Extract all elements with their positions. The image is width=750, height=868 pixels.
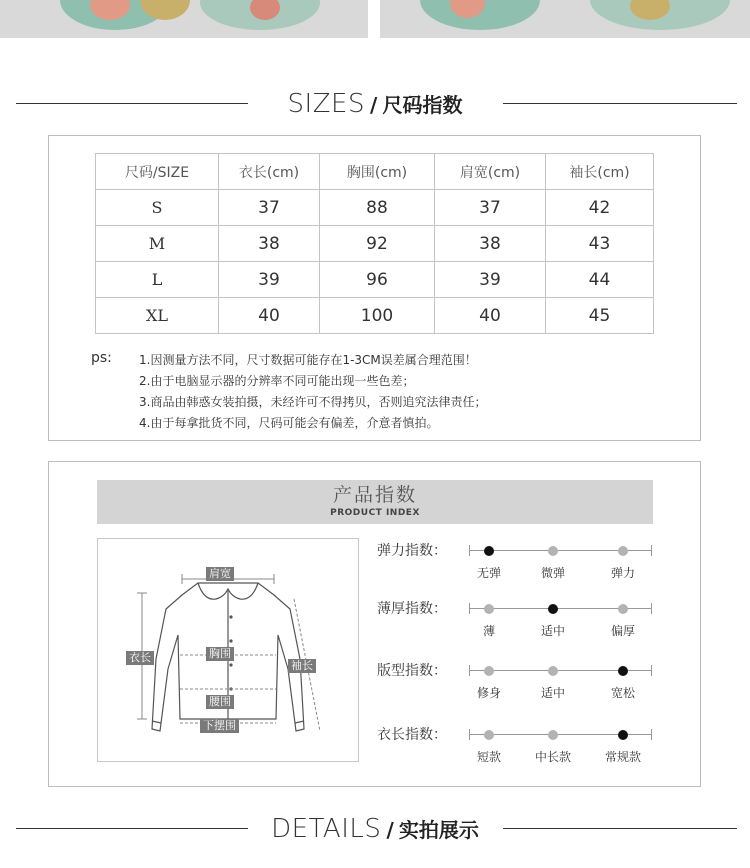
table-header-cell: 袖长(cm) [546,154,654,190]
note-item: 4.由于每拿批货不同，尺码可能会有偏差，介意者慎拍。 [139,416,439,430]
note-item: 3.商品由韩惑女装拍摄，未经许可不得拷贝，否则追究法律责任； [139,395,487,409]
note-item: 1.因测量方法不同，尺寸数据可能存在1-3CM误差属合理范围！ [139,353,477,367]
table-cell: 40 [219,298,320,334]
index-dot [484,604,494,614]
index-dot [548,546,558,556]
table-cell: 88 [320,190,435,226]
index-option-label: 修身 [476,686,501,700]
index-dot [484,666,494,676]
index-track-cap [469,729,470,740]
index-option-label: 偏厚 [610,624,635,638]
garment-label-shoulder: 肩宽 [206,567,234,581]
index-dot [548,730,558,740]
index-label: 版型指数： [377,663,447,679]
size-panel [48,135,701,441]
note-item: 2.由于电脑显示器的分辨率不同可能出现一些色差； [139,374,415,388]
details-heading-sep: / [386,818,394,842]
index-row [377,662,657,702]
table-cell: 42 [546,190,654,226]
index-option-label: 常规款 [604,750,641,764]
details-heading-en: DETAILS [271,814,382,844]
notes-label: ps: [91,350,112,366]
index-dot-selected [618,666,628,676]
index-track-cap [469,665,470,676]
index-label: 弹力指数： [377,543,447,559]
details-heading-zh: 实拍展示 [398,818,479,842]
table-cell: 45 [546,298,654,334]
index-label: 衣长指数： [377,727,447,743]
table-row [96,190,654,226]
table-cell: XL [96,298,219,334]
size-table [95,153,654,334]
index-dot-selected [618,730,628,740]
index-option-label: 短款 [476,750,501,764]
table-cell: 44 [546,262,654,298]
index-dot [618,546,628,556]
table-cell: 40 [435,298,546,334]
garment-label-sleeve: 袖长 [288,659,316,673]
index-option-label: 宽松 [610,686,635,700]
index-row [377,726,657,766]
table-cell: L [96,262,219,298]
table-cell: 43 [546,226,654,262]
index-track-cap [651,729,652,740]
index-option-label: 无弹 [476,566,501,580]
index-dot-selected [484,546,494,556]
index-label: 薄厚指数： [377,601,447,617]
table-cell: 38 [435,226,546,262]
garment-label-hem: 下摆围 [200,719,239,733]
product-photo-right [380,0,750,38]
product-index-panel [48,461,701,787]
table-header-cell: 肩宽(cm) [435,154,546,190]
table-cell: 92 [320,226,435,262]
index-option-label: 中长款 [534,750,571,764]
table-cell: 38 [219,226,320,262]
sizes-heading [0,84,750,124]
index-option-label: 适中 [540,624,565,638]
index-track-cap [651,603,652,614]
garment-diagram [97,538,359,762]
details-heading [0,809,750,849]
table-cell: 100 [320,298,435,334]
index-option-label: 薄 [482,624,495,638]
sizes-heading-sep: / [370,93,378,117]
table-row [96,262,654,298]
index-option-label: 适中 [540,686,565,700]
table-header-row [96,154,654,190]
table-header-cell: 尺码/SIZE [96,154,219,190]
notes-list [139,350,619,434]
garment-label-waist: 腰围 [206,695,234,709]
table-cell: 96 [320,262,435,298]
index-track-cap [651,545,652,556]
index-option-label: 微弹 [540,566,565,580]
table-cell: 37 [435,190,546,226]
index-dot [484,730,494,740]
index-track-cap [469,603,470,614]
table-cell: 39 [219,262,320,298]
index-option-label: 弹力 [610,566,635,580]
table-header-cell: 胸围(cm) [320,154,435,190]
product-index-title [97,480,653,524]
table-row [96,226,654,262]
index-dot [548,666,558,676]
table-header-cell: 衣长(cm) [219,154,320,190]
index-row [377,600,657,640]
product-index-title-en: PRODUCT INDEX [330,508,420,518]
index-dot-selected [548,604,558,614]
table-cell: 37 [219,190,320,226]
product-photo-left [0,0,368,38]
sizes-heading-en: SIZES [287,89,365,119]
sizes-heading-zh: 尺码指数 [382,93,463,117]
table-cell: S [96,190,219,226]
product-index-title-zh: 产品指数 [332,484,417,506]
table-row [96,298,654,334]
index-row [377,542,657,582]
table-cell: 39 [435,262,546,298]
index-track-cap [651,665,652,676]
index-track-cap [469,545,470,556]
garment-label-length: 衣长 [126,651,154,665]
index-dot [618,604,628,614]
table-cell: M [96,226,219,262]
garment-label-chest: 胸围 [206,647,234,661]
